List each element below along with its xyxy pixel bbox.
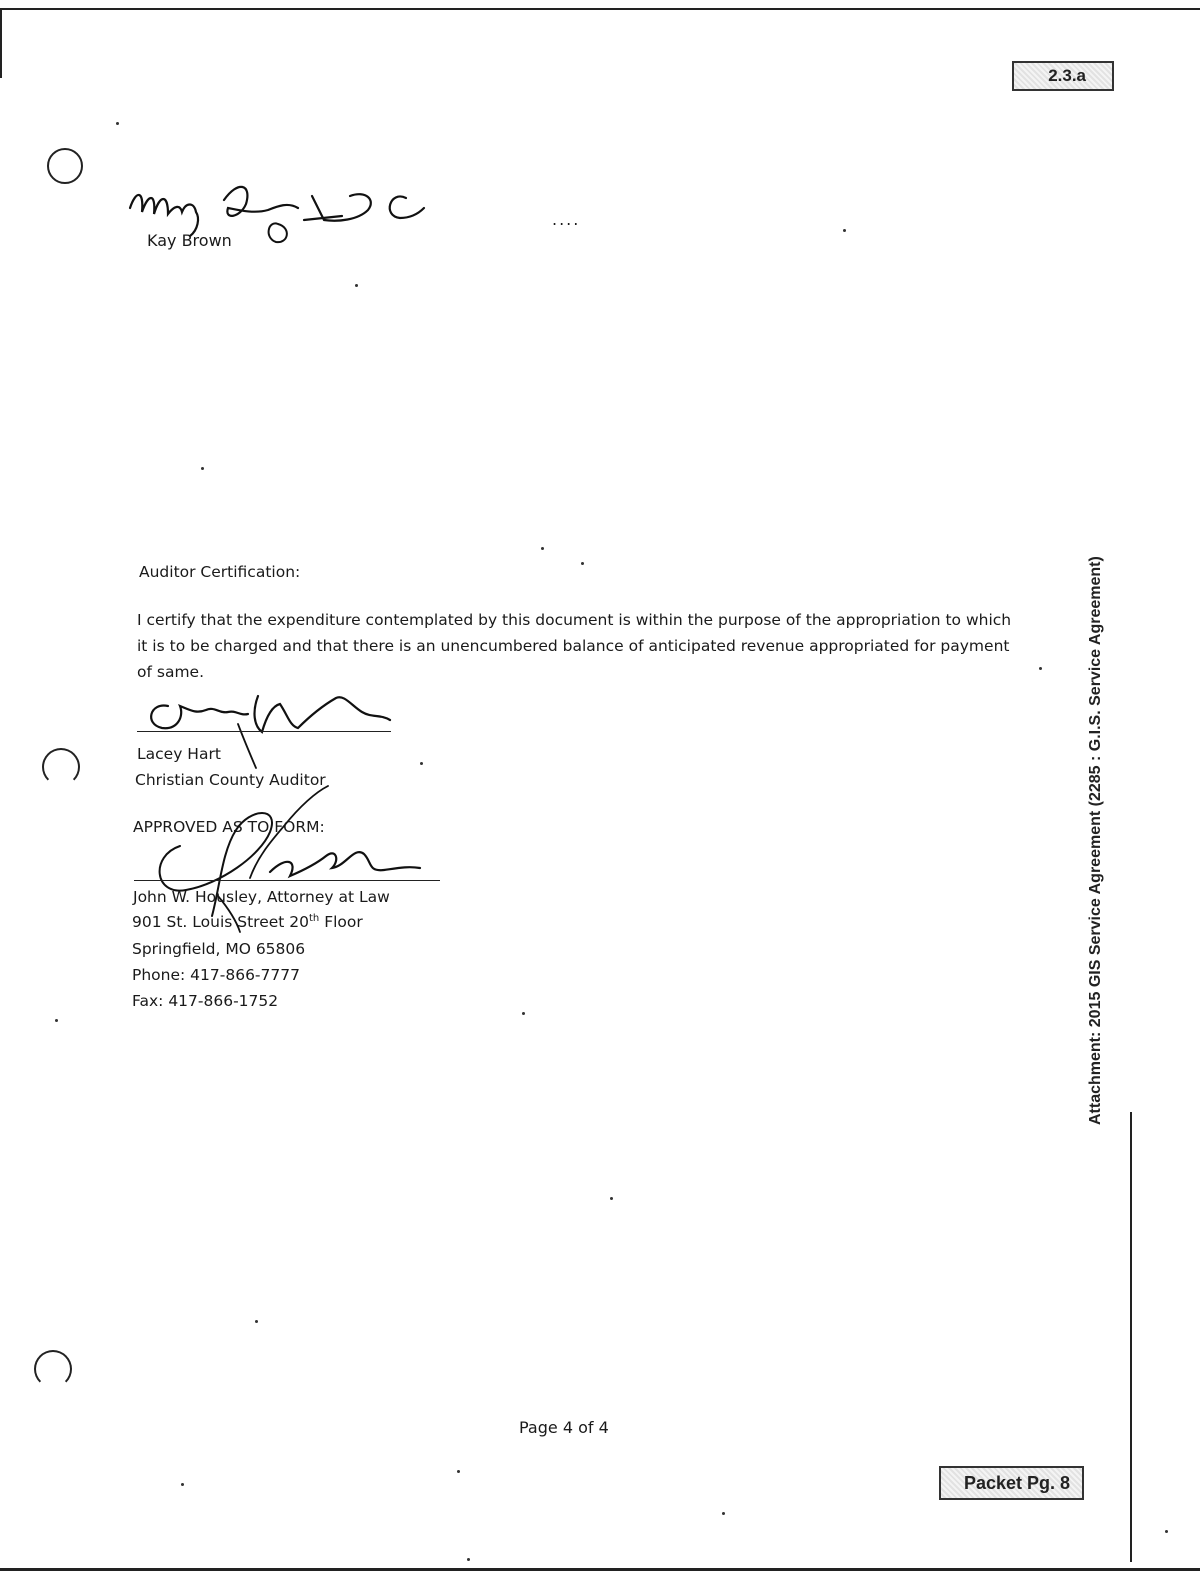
attorney-fax: Fax: 417-866-1752 (132, 992, 279, 1010)
attorney-phone: Phone: 417-866-7777 (132, 966, 300, 984)
punch-hole-top (47, 148, 83, 184)
scan-speck (201, 467, 204, 470)
scan-speck (522, 1012, 525, 1015)
attorney-address-prefix: 901 St. Louis Street 20 (132, 913, 310, 932)
scan-speck (457, 1470, 460, 1473)
auditor-certification-statement: I certify that the expenditure contemplated by this document is within the purpose of the appropriation to which it is to be charged and that there is an unencumbered balance of anticipated revenue appropriated for payment of same. (137, 611, 1012, 681)
attorney-city-line: Springfield, MO 65806 (132, 940, 306, 958)
attorney-name-line: John W. Housley, Attorney at Law (133, 888, 390, 906)
scan-speck (610, 1197, 613, 1200)
auditor-certification-heading: Auditor Certification: (139, 563, 301, 581)
scan-speck (116, 122, 119, 125)
scan-speck (420, 762, 423, 765)
section-ref-stamp: 2.3.a (1012, 61, 1114, 91)
approval-signature-line (134, 880, 440, 881)
scan-speck (181, 1483, 184, 1486)
scan-speck (581, 562, 584, 565)
scan-speck (722, 1512, 725, 1515)
signature-trailing-dots: .... (552, 210, 581, 229)
page-border-bottom (0, 1568, 1200, 1571)
scan-speck (541, 547, 544, 550)
scan-speck (255, 1320, 258, 1323)
right-margin-rule (1130, 1112, 1132, 1562)
attachment-side-label: Attachment: 2015 GIS Service Agreement (2285 : G.I.S. Service Agreement) (1087, 556, 1104, 1125)
punch-hole-middle (42, 748, 80, 786)
scan-speck (467, 1558, 470, 1561)
page-number-label: Page 4 of 4 (519, 1418, 609, 1437)
scan-speck (1039, 667, 1042, 670)
scan-speck (843, 229, 846, 232)
scan-speck (55, 1019, 58, 1022)
signatory-name: Kay Brown (147, 231, 232, 250)
punch-hole-bottom (34, 1350, 72, 1388)
auditor-title: Christian County Auditor (135, 771, 326, 789)
scan-speck (355, 284, 358, 287)
auditor-signature-line (137, 731, 391, 732)
page-border-top (0, 8, 1200, 10)
auditor-name: Lacey Hart (137, 745, 221, 763)
packet-page-stamp: Packet Pg. 8 (939, 1466, 1084, 1500)
attorney-address-suffix: Floor (319, 913, 363, 932)
scan-speck (1165, 1530, 1168, 1533)
attorney-address-line (132, 913, 363, 931)
attorney-address-sup: th (309, 913, 320, 924)
approval-heading: APPROVED AS TO FORM: (133, 818, 325, 836)
page-border-left (0, 8, 2, 78)
